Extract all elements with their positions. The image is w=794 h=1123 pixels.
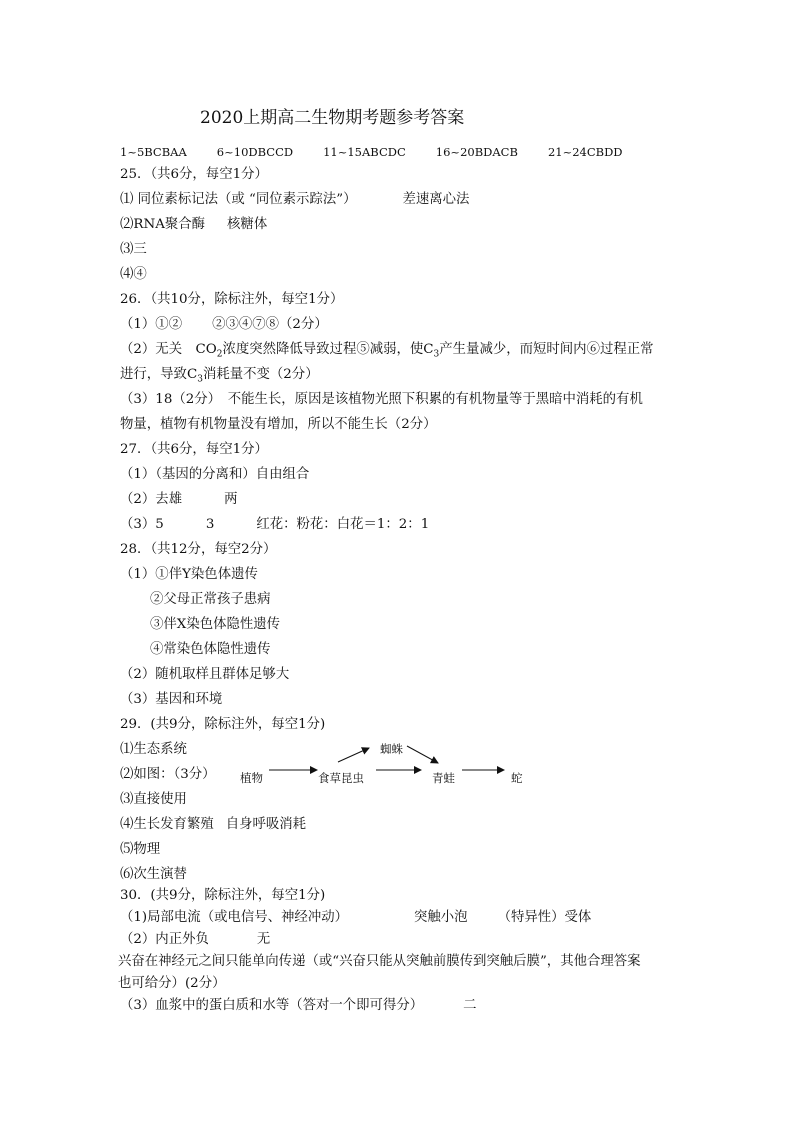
mcq-group-1: 1~5BCBAA <box>120 145 187 159</box>
q26-answer-2-line-1: （2）无关 $CO_2$浓度突然降低导致过程⑤减弱，使$C_3$产生量减少，而短时间内⑥过程正常 <box>120 342 654 360</box>
q30-answer-2-line-2: 也可给分）(2分） <box>118 976 226 991</box>
q27-answer-3: （3）5 3 红花：粉花：白花＝1：2：1 <box>120 517 430 532</box>
q25-header: 25．（共6分，每空1分） <box>120 167 268 182</box>
q28-answer-1: （1）①伴Y染色体遗传 <box>120 567 258 582</box>
q29-answer-5: ⑸物理 <box>120 842 161 857</box>
q26-a1b: ②③④⑦⑧（2分） <box>212 317 328 332</box>
q30-answer-2-line-1: 兴奋在神经元之间只能单向传递（或“兴奋只能从突触前膜传到突触后膜”，其他合理答案 <box>118 954 641 969</box>
food-web-diagram <box>236 740 536 785</box>
node-snake: 蛇 <box>511 771 523 785</box>
q28-answer-1-2: ②父母正常孩子患病 <box>150 592 271 607</box>
arrow-spider-to-frog <box>407 746 438 763</box>
q25-answer-4: ⑷④ <box>120 267 147 282</box>
q26-header: 26．（共10分，除标注外，每空1分） <box>120 292 344 307</box>
q29-answer-3: ⑶直接使用 <box>120 792 187 807</box>
q29-answer-2: ⑵如图：（3分） <box>120 767 216 782</box>
q26-answer-3-line-2: 物量，植物有机物量没有增加，所以不能生长（2分） <box>120 417 437 432</box>
q25-a1: ⑴ 同位素标记法（或 “同位素示踪法”） <box>120 192 357 207</box>
q28-answer-2: （2）随机取样且群体足够大 <box>120 667 290 682</box>
q25-answer-2 <box>120 216 267 234</box>
q26-answer-3-line-1: （3）18（2分） 不能生长，原因是该植物光照下积累的有机物量等于黑暗中消耗的有机 <box>120 392 643 407</box>
q25-answer-3: ⑶三 <box>120 242 147 257</box>
q29-answer-1: ⑴生态系统 <box>120 742 187 757</box>
node-frog: 青蛙 <box>432 771 455 785</box>
mcq-group-3: 11~15ABCDC <box>323 145 406 159</box>
q27-header: 27．（共6分，每空1分） <box>120 442 268 457</box>
q26-answer-2-line-2: 进行，导致$C_3$消耗量不变（2分） <box>120 367 319 385</box>
q30-answer-1: （1)局部电流（或电信号、神经冲动） 突触小泡 （特异性）受体 <box>120 910 592 925</box>
node-spider: 蜘蛛 <box>380 742 403 756</box>
q25-a1b: 差速离心法 <box>402 192 470 207</box>
q27-answer-2: （2）去雄 两 <box>120 492 238 507</box>
q30-header: 30．(共9分，除标注外，每空1分) <box>120 888 326 903</box>
mcq-group-5: 21~24CBDD <box>547 145 623 159</box>
q25-a2: ⑵RNA聚合酶 <box>120 217 206 232</box>
q30-answer-2: （2）内正外负 无 <box>120 932 271 947</box>
q30-answer-3: （3）血浆中的蛋白质和水等（答对一个即可得分） 二 <box>120 998 477 1013</box>
page-title: 2020上期高二生物期考题参考答案 <box>200 108 465 128</box>
node-herbivorous-insect: 食草昆虫 <box>318 771 364 785</box>
q25-a2b: 核糖体 <box>227 217 268 232</box>
q26-a1: （1）①② <box>120 317 183 332</box>
mcq-answers-line <box>120 143 623 161</box>
mcq-group-4: 16~20BDACB <box>435 145 518 159</box>
q28-answer-3: （3）基因和环境 <box>120 692 223 707</box>
node-plant: 植物 <box>240 771 263 785</box>
q28-answer-1-3: ③伴X染色体隐性遗传 <box>150 617 281 632</box>
mcq-group-2: 6~10DBCCD <box>216 145 294 159</box>
q26-answer-1 <box>120 316 328 334</box>
q29-header: 29．(共9分，除标注外，每空1分) <box>120 717 326 732</box>
q29-answer-6: ⑹次生演替 <box>120 867 187 882</box>
q29-answer-4: ⑷生长发育繁殖 自身呼吸消耗 <box>120 817 307 832</box>
q27-answer-1: （1）（基因的分离和）自由组合 <box>120 467 310 482</box>
q28-header: 28．（共12分，每空2分） <box>120 542 277 557</box>
arrow-insect-to-spider <box>338 748 369 762</box>
q25-answer-1 <box>120 191 469 209</box>
q28-answer-1-4: ④常染色体隐性遗传 <box>150 642 271 657</box>
